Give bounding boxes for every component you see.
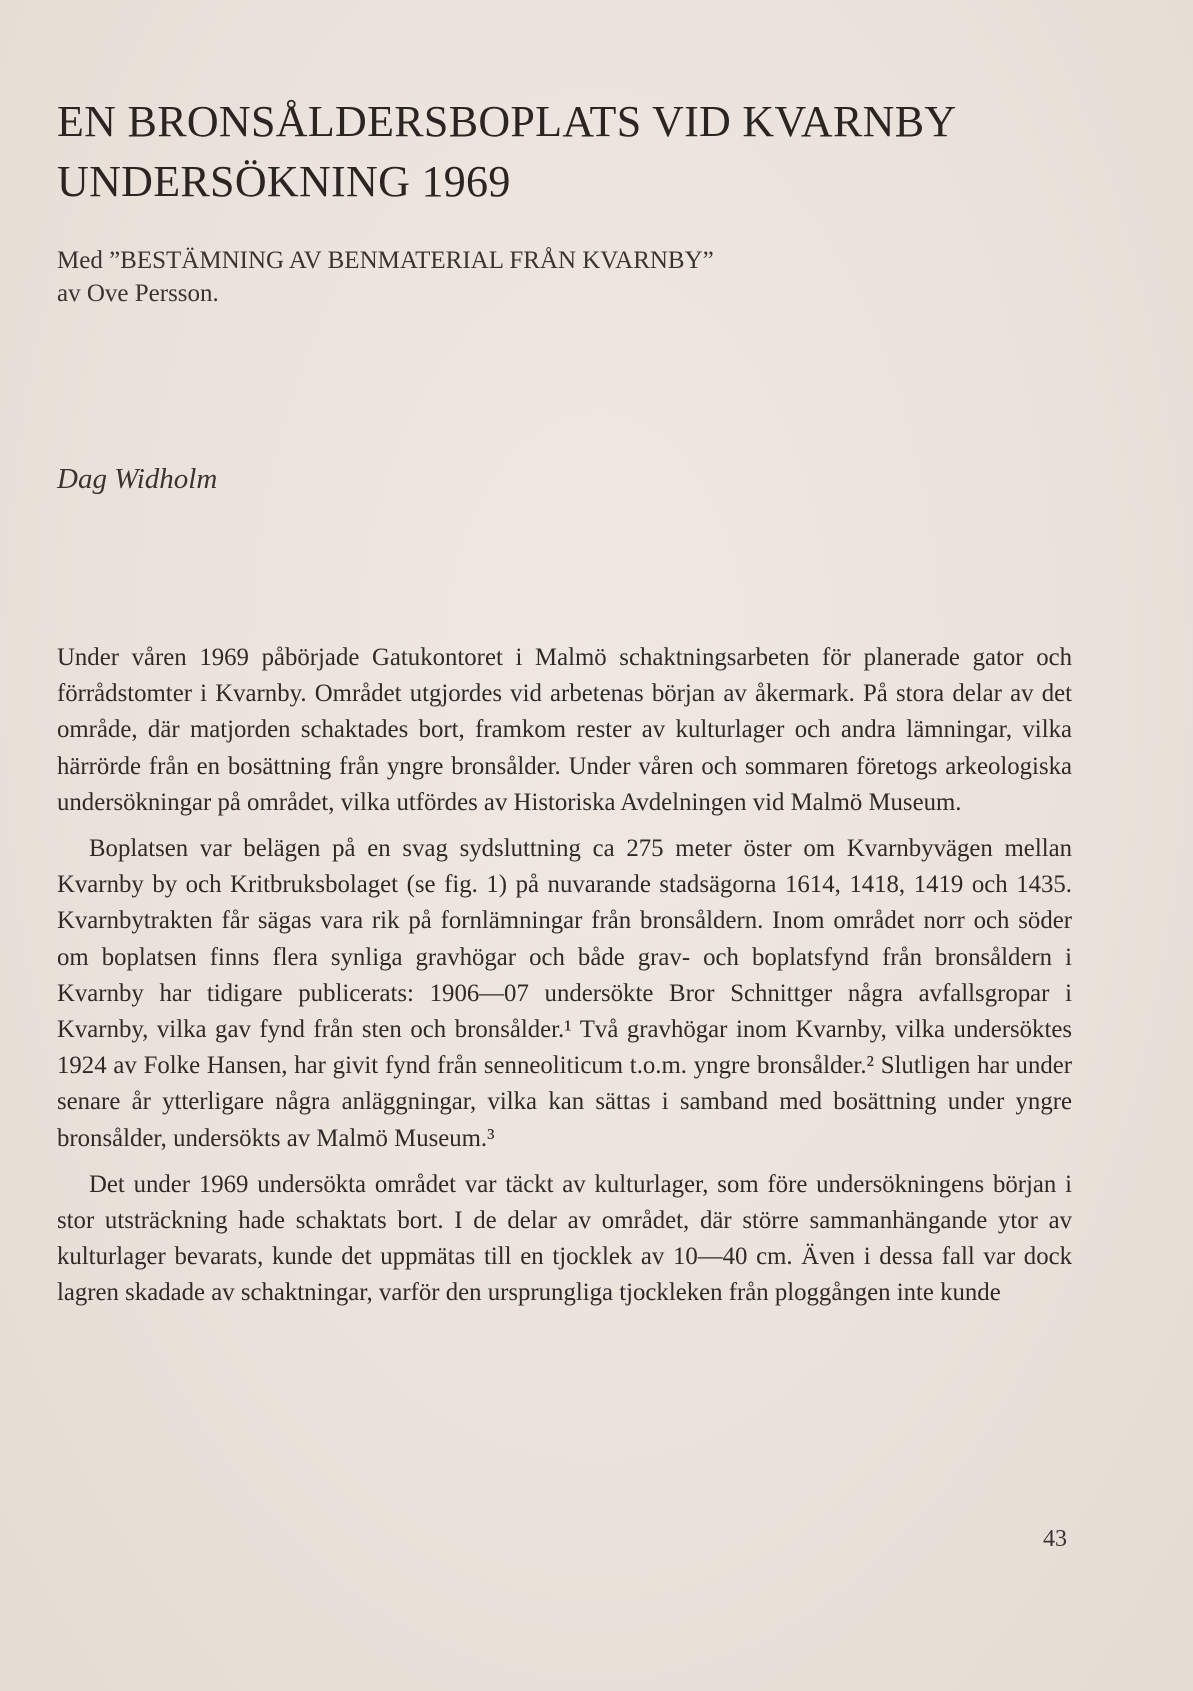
- article-subtitle: [57, 244, 1057, 310]
- page-number: 43: [1043, 1526, 1067, 1552]
- article-title: [57, 92, 1147, 212]
- title-line-2: UNDERSÖKNING 1969: [57, 157, 511, 206]
- author-name: Dag Widholm: [57, 463, 218, 495]
- subtitle-line-2: av Ove Persson.: [57, 280, 219, 307]
- article-body: [57, 640, 1072, 1322]
- title-line-1: EN BRONSÅLDERSBOPLATS VID KVARNBY: [57, 97, 957, 146]
- body-paragraph-1: Under våren 1969 påbörjade Gatukontoret i Malmö schaktningsarbeten för planerade gator och förrådstomter i Kvarnby. Området utgjordes vid arbetenas början av åkermark. På stora delar av det område, där matjorden schaktades bort, framkom rester av kulturlager och andra lämningar, vilka härrörde från en bosättning från yngre bronsålder. Under våren och sommaren företogs arkeologiska undersökningar på området, vilka utfördes av Historiska Avdelningen vid Malmö Museum.: [57, 644, 1072, 816]
- subtitle-line-1: Med ”BESTÄMNING AV BENMATERIAL FRÅN KVARNBY”: [57, 247, 714, 274]
- body-paragraph-3: Det under 1969 undersökta området var täckt av kulturlager, som före undersökningens början i stor utsträckning hade schaktats bort. I de delar av området, där större sammanhängande ytor av kulturlager bevarats, kunde det uppmätas till en tjocklek av 10—40 cm. Även i dessa fall var dock lagren skadade av schaktningar, varför den ursprungliga tjockleken från ploggången inte kunde: [57, 1170, 1072, 1307]
- body-paragraph-2: Boplatsen var belägen på en svag sydsluttning ca 275 meter öster om Kvarnbyvägen mellan Kvarnby by och Kritbruksbolaget (se fig. 1) på nuvarande stadsägorna 1614, 1418, 1419 och 1435. Kvarnbytrakten får sägas vara rik på fornlämningar från bronsåldern. Inom området norr och söder om boplatsen finns flera synliga gravhögar och både grav- och boplatsfynd från bronsåldern i Kvarnby har tidigare publicerats: 1906—07 undersökte Bror Schnittger några avfallsgropar i Kvarnby, vilka gav fynd från sten och bronsålder.¹ Två gravhögar inom Kvarnby, vilka undersöktes 1924 av Folke Hansen, har givit fynd från senneoliticum t.o.m. yngre bronsålder.² Slutligen har under senare år ytterligare några anläggningar, vilka kan sättas i samband med bosättning under yngre bronsålder, undersökts av Malmö Museum.³: [57, 835, 1072, 1152]
